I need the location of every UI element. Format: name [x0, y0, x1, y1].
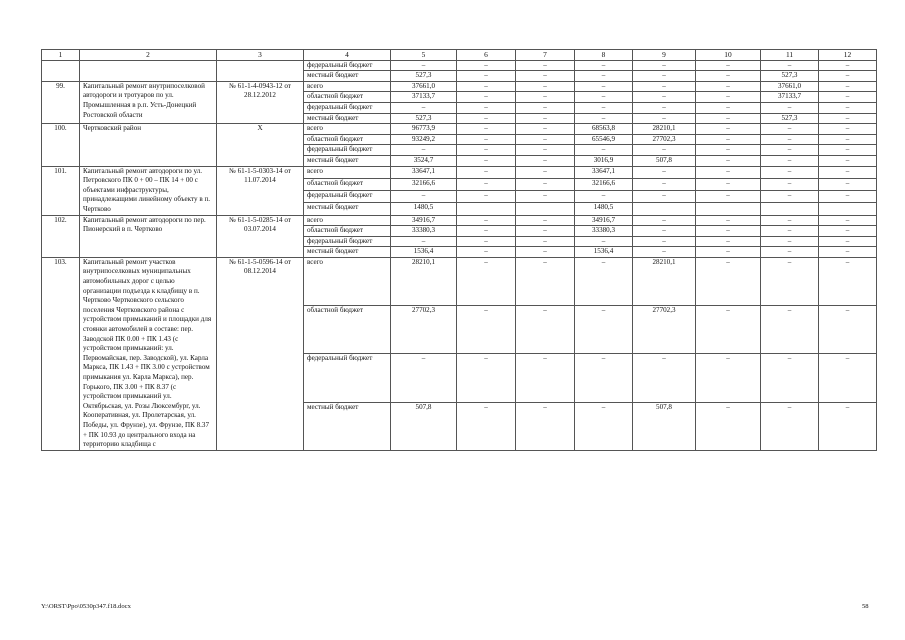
value-cell: – — [516, 226, 575, 237]
value-cell: – — [633, 71, 696, 82]
value-cell: – — [819, 81, 877, 92]
value-cell: – — [457, 257, 516, 305]
value-cell: – — [516, 155, 575, 166]
document-cell: X — [217, 124, 304, 166]
funding-source-cell: местный бюджет — [304, 113, 391, 124]
funding-source-cell: местный бюджет — [304, 247, 391, 258]
value-cell: – — [575, 81, 633, 92]
value-cell: – — [696, 60, 761, 71]
value-cell: 33647,1 — [391, 166, 457, 178]
file-path-footer: Y:\ORST\Ppo\0530p347.f18.docx — [41, 603, 131, 610]
value-cell: – — [761, 178, 819, 190]
value-cell: – — [633, 166, 696, 178]
value-cell: – — [819, 155, 877, 166]
value-cell: 34916,7 — [575, 215, 633, 226]
value-cell: – — [457, 247, 516, 258]
value-cell: – — [391, 145, 457, 156]
value-cell: – — [457, 402, 516, 450]
value-cell: – — [761, 257, 819, 305]
value-cell: – — [696, 102, 761, 113]
value-cell: – — [516, 236, 575, 247]
row-number-cell: 103. — [42, 257, 80, 450]
value-cell: – — [761, 402, 819, 450]
value-cell: – — [516, 354, 575, 402]
value-cell: – — [696, 402, 761, 450]
value-cell: – — [516, 124, 575, 135]
row-number-cell: 101. — [42, 166, 80, 215]
table-row — [42, 166, 877, 178]
column-number: 2 — [80, 50, 217, 61]
value-cell: 33647,1 — [575, 166, 633, 178]
value-cell: 507,8 — [391, 402, 457, 450]
value-cell: – — [696, 354, 761, 402]
value-cell: – — [457, 124, 516, 135]
value-cell: 65546,9 — [575, 134, 633, 145]
object-name-cell: Капитальный ремонт автодороги по пер. Пионерский в п. Чертково — [80, 215, 217, 257]
value-cell: – — [575, 354, 633, 402]
value-cell: – — [696, 178, 761, 190]
value-cell: – — [516, 71, 575, 82]
value-cell: – — [696, 124, 761, 135]
value-cell: – — [696, 81, 761, 92]
value-cell: 1536,4 — [391, 247, 457, 258]
funding-source-cell: федеральный бюджет — [304, 236, 391, 247]
value-cell: 28210,1 — [633, 124, 696, 135]
value-cell: 27702,3 — [633, 306, 696, 354]
value-cell: 68563,8 — [575, 124, 633, 135]
funding-source-cell: областной бюджет — [304, 92, 391, 103]
value-cell: 34916,7 — [391, 215, 457, 226]
value-cell: – — [819, 236, 877, 247]
value-cell: – — [819, 226, 877, 237]
value-cell: – — [516, 257, 575, 305]
row-number-cell: 102. — [42, 215, 80, 257]
value-cell: – — [457, 113, 516, 124]
value-cell: – — [761, 191, 819, 203]
funding-source-cell: всего — [304, 81, 391, 92]
value-cell: – — [696, 166, 761, 178]
value-cell: – — [633, 92, 696, 103]
table-row — [42, 215, 877, 226]
funding-source-cell: местный бюджет — [304, 71, 391, 82]
value-cell: – — [633, 113, 696, 124]
value-cell: – — [575, 92, 633, 103]
column-number: 11 — [761, 50, 819, 61]
object-name-cell: Капитальный ремонт внутрипоселковой автодороги и тротуаров по ул. Промышленная в р.п. Усть-Донецкий Ростовской области — [80, 81, 217, 123]
value-cell: – — [696, 113, 761, 124]
value-cell: – — [696, 71, 761, 82]
value-cell: – — [819, 306, 877, 354]
row-number-cell — [42, 60, 80, 81]
value-cell: – — [457, 81, 516, 92]
value-cell: 3016,9 — [575, 155, 633, 166]
column-number: 4 — [304, 50, 391, 61]
value-cell: – — [516, 306, 575, 354]
value-cell: – — [516, 102, 575, 113]
value-cell: – — [819, 402, 877, 450]
value-cell: 33380,3 — [575, 226, 633, 237]
value-cell: – — [575, 257, 633, 305]
column-number: 1 — [42, 50, 80, 61]
value-cell: 37661,0 — [761, 81, 819, 92]
value-cell: 527,3 — [391, 113, 457, 124]
value-cell: – — [761, 247, 819, 258]
value-cell: 507,8 — [633, 402, 696, 450]
value-cell: – — [761, 354, 819, 402]
value-cell: – — [457, 191, 516, 203]
value-cell: – — [516, 113, 575, 124]
value-cell — [819, 203, 877, 215]
value-cell: 1480,5 — [575, 203, 633, 215]
value-cell: – — [696, 92, 761, 103]
value-cell: – — [761, 60, 819, 71]
value-cell: – — [575, 191, 633, 203]
value-cell: 33380,3 — [391, 226, 457, 237]
value-cell: – — [633, 191, 696, 203]
column-number: 8 — [575, 50, 633, 61]
column-number: 5 — [391, 50, 457, 61]
value-cell: – — [633, 215, 696, 226]
column-number: 7 — [516, 50, 575, 61]
value-cell: – — [457, 166, 516, 178]
value-cell: 28210,1 — [633, 257, 696, 305]
value-cell: – — [516, 402, 575, 450]
value-cell: – — [633, 145, 696, 156]
value-cell: – — [819, 134, 877, 145]
value-cell: – — [819, 215, 877, 226]
value-cell: – — [819, 71, 877, 82]
column-number: 12 — [819, 50, 877, 61]
value-cell: – — [457, 71, 516, 82]
value-cell: – — [819, 113, 877, 124]
value-cell: 37133,7 — [391, 92, 457, 103]
value-cell: – — [575, 113, 633, 124]
value-cell: – — [696, 215, 761, 226]
table-row — [42, 81, 877, 92]
value-cell: 37661,0 — [391, 81, 457, 92]
value-cell: – — [457, 178, 516, 190]
value-cell: – — [575, 102, 633, 113]
value-cell: 28210,1 — [391, 257, 457, 305]
funding-source-cell: федеральный бюджет — [304, 354, 391, 402]
value-cell: – — [575, 236, 633, 247]
value-cell: – — [761, 145, 819, 156]
value-cell: – — [696, 306, 761, 354]
document-cell: № 61-1-5-0596-14 от 08.12.2014 — [217, 257, 304, 450]
value-cell: – — [516, 145, 575, 156]
value-cell: 96773,9 — [391, 124, 457, 135]
value-cell: – — [761, 102, 819, 113]
value-cell: 37133,7 — [761, 92, 819, 103]
table-row — [42, 124, 877, 135]
value-cell — [457, 203, 516, 215]
value-cell: – — [457, 60, 516, 71]
value-cell: – — [457, 92, 516, 103]
funding-source-cell: федеральный бюджет — [304, 60, 391, 71]
value-cell — [696, 203, 761, 215]
value-cell: – — [633, 236, 696, 247]
value-cell: – — [761, 236, 819, 247]
value-cell: – — [633, 247, 696, 258]
value-cell: – — [819, 166, 877, 178]
value-cell: – — [633, 354, 696, 402]
value-cell: – — [457, 306, 516, 354]
value-cell — [633, 203, 696, 215]
value-cell: – — [633, 102, 696, 113]
value-cell: – — [516, 92, 575, 103]
value-cell: – — [457, 134, 516, 145]
column-number: 3 — [217, 50, 304, 61]
value-cell: – — [575, 71, 633, 82]
value-cell: – — [696, 247, 761, 258]
value-cell: – — [457, 354, 516, 402]
value-cell: 527,3 — [761, 71, 819, 82]
object-name-cell — [80, 60, 217, 81]
value-cell: – — [516, 81, 575, 92]
value-cell: – — [819, 60, 877, 71]
value-cell: – — [819, 178, 877, 190]
value-cell: – — [516, 247, 575, 258]
value-cell: 27702,3 — [391, 306, 457, 354]
value-cell: – — [633, 60, 696, 71]
document-cell: № 61-1-5-0303-14 от 11.07.2014 — [217, 166, 304, 215]
value-cell: – — [696, 191, 761, 203]
column-number: 10 — [696, 50, 761, 61]
column-number-row — [42, 50, 877, 61]
object-name-cell: Чертковский район — [80, 124, 217, 166]
value-cell: 3524,7 — [391, 155, 457, 166]
funding-source-cell: областной бюджет — [304, 134, 391, 145]
value-cell: 93249,2 — [391, 134, 457, 145]
value-cell: – — [516, 178, 575, 190]
funding-source-cell: всего — [304, 215, 391, 226]
value-cell: – — [761, 166, 819, 178]
value-cell: – — [516, 166, 575, 178]
funding-source-cell: всего — [304, 124, 391, 135]
object-name-cell: Капитальный ремонт автодороги по ул. Петровского ПК 0 + 00 – ПК 14 + 00 с объектами инфраструктуры, принадлежащими линейному объекту в п. Чертково — [80, 166, 217, 215]
value-cell: – — [457, 145, 516, 156]
funding-source-cell: областной бюджет — [304, 306, 391, 354]
value-cell: 27702,3 — [633, 134, 696, 145]
value-cell: – — [457, 236, 516, 247]
funding-source-cell: федеральный бюджет — [304, 191, 391, 203]
page-number: 58 — [862, 603, 869, 610]
value-cell: 32166,6 — [575, 178, 633, 190]
value-cell: – — [819, 191, 877, 203]
value-cell: – — [575, 145, 633, 156]
value-cell: – — [633, 178, 696, 190]
value-cell: – — [761, 306, 819, 354]
value-cell: – — [391, 236, 457, 247]
value-cell: – — [457, 155, 516, 166]
funding-source-cell: областной бюджет — [304, 178, 391, 190]
value-cell: – — [575, 402, 633, 450]
value-cell: – — [457, 215, 516, 226]
value-cell: – — [457, 226, 516, 237]
value-cell: 527,3 — [391, 71, 457, 82]
value-cell: – — [696, 134, 761, 145]
value-cell: – — [391, 354, 457, 402]
funding-source-cell: областной бюджет — [304, 226, 391, 237]
row-number-cell: 99. — [42, 81, 80, 123]
document-cell — [217, 60, 304, 81]
value-cell — [761, 203, 819, 215]
value-cell: – — [819, 145, 877, 156]
object-name-cell: Капитальный ремонт участков внутрипоселковых муниципальных автомобильных дорог с целью организации подъезда к кладбищу в п. Чертково Чертковского сельского поселения Чертковского района с устройством примыканий и площадки для стоянки автомобилей в составе: пер. Заводской ПК 0.00 + ПК 1.43 (с устройством примыканий: ул. Первомайская, пер. Заводской), ул. Карла Маркса, ПК 1.43 + ПК 3.00 с устройством примыкания ул. Карла Маркса), пер. Горького, ПК 3.00 + ПК 8.37 (с устройством примыканий ул. Октябрьская, ул. Розы Люксембург, ул. Кооперативная, ул. Пролетарская, ул. Победы, ул. Фрунзе), ул. Фрунзе, ПК 8.37 + ПК 10.93 до центрального входа на территорию кладбища с — [80, 257, 217, 450]
funding-source-cell: всего — [304, 166, 391, 178]
document-cell: № 61-1-5-0285-14 от 03.07.2014 — [217, 215, 304, 257]
value-cell: – — [391, 191, 457, 203]
value-cell: – — [819, 257, 877, 305]
value-cell: – — [516, 134, 575, 145]
value-cell: 1536,4 — [575, 247, 633, 258]
value-cell: – — [516, 191, 575, 203]
column-number: 9 — [633, 50, 696, 61]
document-cell: № 61-1-4-0943-12 от 28.12.2012 — [217, 81, 304, 123]
value-cell: – — [516, 215, 575, 226]
value-cell: – — [819, 102, 877, 113]
funding-source-cell: федеральный бюджет — [304, 145, 391, 156]
value-cell: – — [761, 226, 819, 237]
value-cell: – — [819, 92, 877, 103]
value-cell: – — [696, 145, 761, 156]
value-cell: – — [819, 124, 877, 135]
funding-source-cell: всего — [304, 257, 391, 305]
value-cell: – — [457, 102, 516, 113]
value-cell: – — [761, 215, 819, 226]
funding-source-cell: местный бюджет — [304, 203, 391, 215]
value-cell: – — [633, 226, 696, 237]
value-cell — [516, 203, 575, 215]
value-cell: – — [696, 226, 761, 237]
value-cell: – — [516, 60, 575, 71]
value-cell: – — [391, 60, 457, 71]
value-cell: – — [575, 60, 633, 71]
funding-source-cell: местный бюджет — [304, 402, 391, 450]
funding-source-cell: федеральный бюджет — [304, 102, 391, 113]
value-cell: – — [819, 247, 877, 258]
value-cell: – — [633, 81, 696, 92]
row-number-cell: 100. — [42, 124, 80, 166]
table-row — [42, 60, 877, 71]
value-cell: – — [761, 134, 819, 145]
value-cell: – — [696, 257, 761, 305]
value-cell: – — [696, 236, 761, 247]
funding-source-cell: местный бюджет — [304, 155, 391, 166]
value-cell: 507,8 — [633, 155, 696, 166]
value-cell: – — [761, 124, 819, 135]
column-number: 6 — [457, 50, 516, 61]
table-row — [42, 257, 877, 305]
value-cell: – — [696, 155, 761, 166]
value-cell: – — [391, 102, 457, 113]
value-cell: – — [761, 155, 819, 166]
value-cell: – — [575, 306, 633, 354]
value-cell: 32166,6 — [391, 178, 457, 190]
budget-table — [41, 49, 877, 451]
value-cell: 527,3 — [761, 113, 819, 124]
value-cell: 1480,5 — [391, 203, 457, 215]
value-cell: – — [819, 354, 877, 402]
